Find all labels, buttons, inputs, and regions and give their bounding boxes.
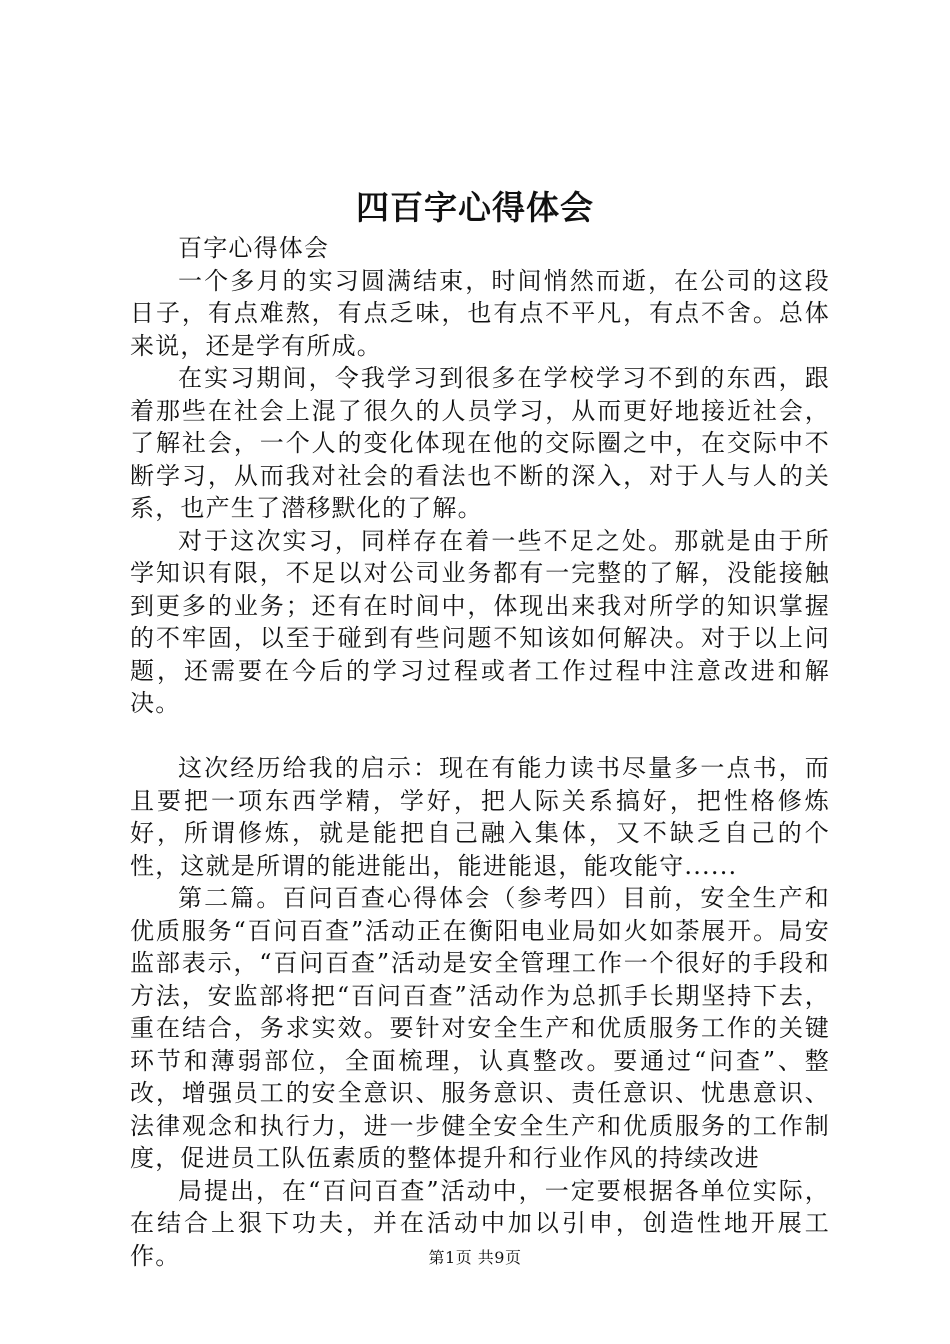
paragraph: 在实习期间，令我学习到很多在学校学习不到的东西，跟着那些在社会上混了很久的人员学习，从而更好地接近社会，了解社会，一个人的变化体现在他的交际圈之中，在交际中不断学习，从而我对社会的看法也不断的深入，对于人与人的关系，也产生了潜移默化的了解。 — [130, 364, 830, 522]
paragraph: 第二篇。百问百查心得体会（参考四）目前，安全生产和优质服务“百问百查”活动正在衡阳电业局如火如荼展开。局安监部表示，“百问百查”活动是安全管理工作一个很好的手段和方法，安监部将把“百问百查”活动作为总抓手长期坚持下去，重在结合，务求实效。要针对安全生产和优质服务工作的关键环节和薄弱部位，全面梳理，认真整改。要通过“问查”、整改，增强员工的安全意识、服务意识、责任意识、忧患意识、法律观念和执行力，进一步健全安全生产和优质服务的工作制度，促进员工队伍素质的整体提升和行业作风的持续改进 — [130, 884, 830, 1172]
document-body — [130, 232, 830, 1272]
document-title: 四百字心得体会 — [356, 188, 594, 227]
paragraph: 一个多月的实习圆满结束，时间悄然而逝，在公司的这段日子，有点难熬，有点乏味，也有点不平凡，有点不舍。总体来说，还是学有所成。 — [130, 266, 830, 360]
paragraph: 这次经历给我的启示：现在有能力读书尽量多一点书，而且要把一项东西学精，学好，把人际关系搞好，把性格修炼好，所谓修炼，就是能把自己融入集体，又不缺乏自己的个性，这就是所谓的能进能出，能进能退，能攻能守...... — [130, 754, 830, 880]
paragraph-subtitle: 百字心得体会 — [178, 234, 330, 262]
page-number-footer: 第1页 共9页 — [428, 1248, 522, 1267]
paragraph: 局提出，在“百问百查”活动中，一定要根据各单位实际，在结合上狠下功夫，并在活动中加以引申，创造性地开展工作。 — [130, 1176, 830, 1270]
paragraph: 对于这次实习，同样存在着一些不足之处。那就是由于所学知识有限，不足以对公司业务都有一完整的了解，没能接触到更多的业务；还有在时间中，体现出来我对所学的知识掌握的不牢固，以至于碰到有些问题不知该如何解决。对于以上问题，还需要在今后的学习过程或者工作过程中注意改进和解决。 — [130, 526, 830, 717]
